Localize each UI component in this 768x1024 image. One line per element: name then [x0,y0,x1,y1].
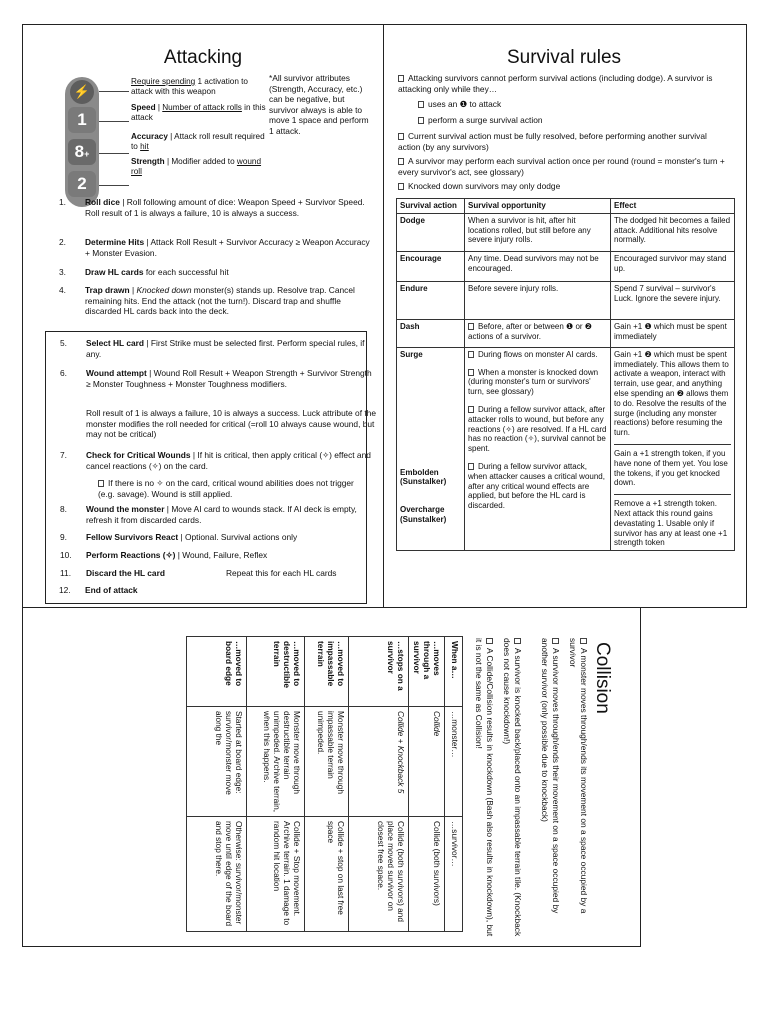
survival-rules-panel [383,24,747,608]
survival-title: Survival rules [506,47,622,68]
table-row: …moved to board edge Started at board edge: survivor/monster move along the Otherwise: survivor/monster move until edge of the board and stop there. [187,637,247,932]
checkbox-icon [398,75,404,82]
accuracy-label: Accuracy | Attack roll result required to hit [131,132,265,151]
checkbox-icon [398,133,404,140]
table-row: Dash Before, after or between ❶ or ❷ actions of a survivor. Gain +1 ❶ which must be spent immediately [397,319,735,347]
column-header: Survival opportunity [465,199,611,214]
column-header: Effect [611,199,735,214]
checkbox-icon [468,351,474,358]
divider [99,121,129,122]
speed-label: Speed | Number of attack rolls in this attack [131,103,266,122]
collision-bullet: A survivor moves through/ends their movement on a space occupied by another survivor (only possible due to knockback) [540,638,561,914]
strength-value: 2 [68,171,96,197]
column-header: Survival action [397,199,465,214]
checkbox-icon [468,463,474,470]
table-row: …moved to destructible terrain Monster move through destructible terrain unimpeded. Archive terrain, when this happens. Collide + Stop movement. Archive terrain. 1 damage to random hit location [247,637,305,932]
collision-table-wrap [186,636,463,936]
collision-title-wrap [591,642,613,932]
checkbox-icon [514,638,521,644]
survival-bullet: Attacking survivors cannot perform survival actions (including dodge). A survivor is attacking only while they… [398,73,713,94]
collision-bullet: A survivor is knocked back/placed onto an impassable terrain tile. (Knockback does not cause knockdown!) [502,638,523,937]
checkbox-icon [418,117,424,124]
table-row: …moved to impassable terrain Monster move through impassable terrain unimpeded. Collide + stop on last free space [305,637,349,932]
attacking-panel: Attacking ⚡ 1 8+ 2 Require spending 1 activation to attack with this weapon Speed | Number of attack rolls in this attack Accuracy | Attack roll result required to hit Strength | Modifier added to wound roll *All survivor attributes (Strength, Accuracy, etc.) can be negative, but survivor always is able to move 1 space and perform 1 attack. 1. Roll dice | Roll following amount of dice: Weapon Speed + Survivor Speed. Roll result of 1 is always a failure, 10 is always a success. 2. Determine Hits | Attack Roll Result + Survivor Accuracy ≥ Weapon Accuracy + Monster Evasion. 3. Draw HL cards for each successful hit 4. Trap drawn | Knocked down monster(s) stands up. Resolve trap. Cancel remaining hits. End the attack (not the turn!). Discard trap and shuffle discarded HL cards back into the deck. 5. Select HL card | First Strike must be selected first. Perform special rules, if any. 6. Wound attempt | Wound Roll Result + Weapon Strength + Survivor Strength ≥ Monster Toughness + Monster Toughness modifiers. Roll result of 1 is always a failure, 10 is always a success. Luck attribute of the monster modifies the roll needed for critical (=roll 10 always cause wound, but may not be critical) 7. Check for Critical Wounds | If hit is critical, then apply critical (✧) effect and cancel reactions (✧) on the card. If there is no ✧ on the card, critical wound abilities does not trigger (e.g. savage). Wound is still applied. 8. Wound the monster | Move AI card to wounds stack. If AI deck is empty, refresh it from discarded cards. 9. Fellow Survivors React | Optional. Survival actions only 10. Perform Reactions (✧) | Wound, Failure, Reflex 11. Discard the HL card Repeat this for each HL cards 12. End of attack [22,24,384,608]
table-row: Endure Before severe injury rolls. Spend 7 survival – survivor's Luck. Ignore the severe injury. [397,281,735,319]
checkbox-icon [580,638,587,644]
checkbox-icon [98,480,104,487]
collision-panel [22,607,641,947]
survival-bullet: Current survival action must be fully resolved, before performing another survival action (by any survivors) [398,131,707,152]
survival-table [396,198,735,551]
strength-label: Strength | Modifier added to wound roll [131,157,262,176]
collision-title: Collision [592,642,613,714]
checkbox-icon [398,183,404,190]
divider [99,91,129,92]
attacking-title: Attacking [163,47,243,68]
checkbox-icon [398,158,404,165]
hl-card-steps-box: 5. Select HL card | First Strike must be selected first. Perform special rules, if any. 6. Wound attempt | Wound Roll Result + Weapon Strength + Survivor Strength ≥ Monster Toughness + Monster Toughness modifiers. Roll result of 1 is always a failure, 10 is always a success. Luck attribute of the monster modifies the roll needed for critical (=roll 10 always cause wound, but may not be critical) 7. Check for Critical Wounds | If hit is critical, then apply critical (✧) effect and cancel reactions (✧) on the card. If there is no ✧ on the card, critical wound abilities does not trigger (e.g. savage). Wound is still applied. 8. Wound the monster | Move AI card to wounds stack. If AI deck is empty, refresh it from discarded cards. 9. Fellow Survivors React | Optional. Survival actions only 10. Perform Reactions (✧) | Wound, Failure, Reflex 11. Discard the HL card Repeat this for each HL cards [45,331,367,604]
table-row: Dodge When a survivor is hit, after hit locations rolled, but still before any severe injury rolls. The dodged hit becomes a failed attack. Additional hits resolve normally. [397,213,735,251]
table-row: When a… …monster… …survivor… [445,637,463,932]
collision-bullet: A monster moves through/ends its movement on a space occupied by a survivor [568,638,589,914]
lightning-icon: ⚡ [70,80,94,104]
weapon-stat-pill [65,77,99,207]
table-row: …moves through a survivor Collide Collide (both survivors) [409,637,445,932]
survival-bullet: uses an ❶ to attack [418,99,718,110]
collision-table [186,636,463,932]
checkbox-icon [468,406,474,413]
table-row: Surge Embolden (Sunstalker) Overcharge (Sunstalker) During flows on monster AI cards. When a monster is knocked down (during monster's turn or survivors' turn, see glossary) During a fellow survivor attack, after attacker rolls to wound, but before any reactions (✧) are resolved. If a HL card has no reaction (✧), survival cannot be spent. During a fellow survivor attack, when attacker causes a critical wound, after any critical wound effects are applied, but before the HL card is discarded. Gain +1 ❷ which must be spent immediately. This allows them to activate a weapon, interact with terrain, use gear, and anything else spending an ❷ allows them to do. Resolve the results of the surge (including any monster reactions) before resuming the turn. Gain a +1 strength token, if you have none of them yet. You lose the tokens, if you get knocked down. Remove a +1 strength token. Next attack this round gains devastating 1. Usable only if survivor has any at least one +1 strength token [397,347,735,550]
checkbox-icon [418,101,424,108]
accuracy-value: 8+ [68,139,96,165]
table-row: …stops on a survivor Collide + Knockback 5 Collide (both survivors) and place moved survivor on closest free space. [349,637,409,932]
activation-label: Require spending 1 activation to attack with this weapon [131,77,248,96]
attribute-note: *All survivor attributes (Strength, Accuracy, etc.) can be negative, but survivor always is able to move 1 space and perform 1 attack. [269,73,369,136]
checkbox-icon [468,369,474,376]
checkbox-icon [552,638,559,644]
survival-bullet: perform a surge survival action [418,115,718,126]
checkbox-icon [486,638,493,644]
repeat-note: Repeat this for each HL cards [226,568,337,578]
survival-bullet: Knocked down survivors may only dodge [398,181,728,192]
checkbox-icon [468,323,474,330]
speed-value: 1 [68,107,96,133]
survival-bullet: A survivor may perform each survival action once per round (round = monster's turn + every survivor's act, see glossary) [398,156,725,177]
divider [99,153,129,154]
divider [99,185,129,186]
collision-bullet: A Collide/Collision results in knockdown (Bash also results in knockdown), but it is not the same as Collision! [474,638,495,937]
table-row: Encourage Any time. Dead survivors may not be encouraged. Encouraged survivor may stand up. [397,251,735,281]
